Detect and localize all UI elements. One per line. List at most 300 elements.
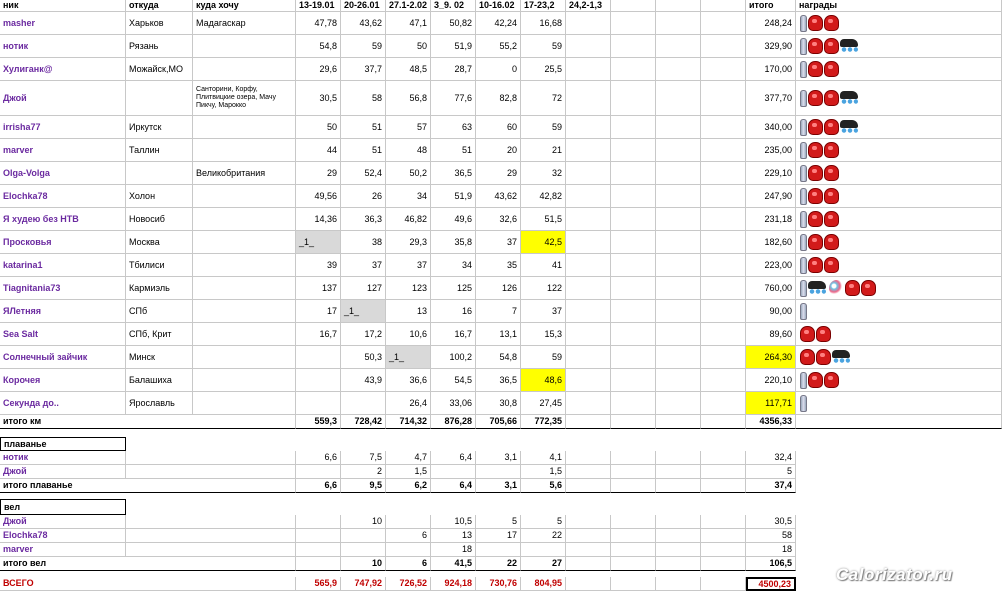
section-value[interactable]: 6 <box>386 529 431 543</box>
runner-nick[interactable]: Джой <box>0 81 126 116</box>
section-nick[interactable]: marver <box>0 543 126 557</box>
section-title[interactable]: вел <box>0 499 126 515</box>
week-value[interactable]: 16 <box>431 300 476 323</box>
week-value[interactable] <box>701 369 746 392</box>
week-value[interactable]: 50,3 <box>341 346 386 369</box>
total-km-grand[interactable]: 4356,33 <box>746 415 796 429</box>
week-value[interactable] <box>611 369 656 392</box>
runner-destination[interactable]: Великобритания <box>193 162 296 185</box>
week-value[interactable] <box>611 81 656 116</box>
runner-destination[interactable] <box>193 58 296 81</box>
section-sum-label[interactable]: итого вел <box>0 557 296 571</box>
week-value[interactable]: 33,06 <box>431 392 476 415</box>
runner-from[interactable]: Иркутск <box>126 116 193 139</box>
week-value[interactable] <box>701 162 746 185</box>
week-value[interactable] <box>701 208 746 231</box>
week-value[interactable]: 42,5 <box>521 231 566 254</box>
week-value[interactable]: 43,9 <box>341 369 386 392</box>
week-value[interactable]: 27,45 <box>521 392 566 415</box>
week-value[interactable] <box>701 139 746 162</box>
section-row-total[interactable]: 5 <box>746 465 796 479</box>
header-from[interactable]: откуда <box>126 0 193 12</box>
blank[interactable] <box>126 451 296 465</box>
week-value[interactable] <box>656 323 701 346</box>
grand-total-label[interactable]: ВСЕГО <box>0 577 296 591</box>
total-km-value[interactable] <box>611 415 656 429</box>
week-value[interactable]: 15,3 <box>521 323 566 346</box>
section-value[interactable] <box>431 465 476 479</box>
week-value[interactable]: 48 <box>386 139 431 162</box>
week-value[interactable]: 14,36 <box>296 208 341 231</box>
section-sum-value[interactable]: 9,5 <box>341 479 386 493</box>
week-value[interactable] <box>701 81 746 116</box>
runner-destination[interactable] <box>193 277 296 300</box>
week-value[interactable]: 32,6 <box>476 208 521 231</box>
week-value[interactable] <box>566 139 611 162</box>
total-km-value[interactable] <box>566 415 611 429</box>
week-value[interactable]: 51,5 <box>521 208 566 231</box>
week-value[interactable]: 44 <box>296 139 341 162</box>
week-value[interactable] <box>611 208 656 231</box>
grand-total-value[interactable]: 726,52 <box>386 577 431 591</box>
week-value[interactable]: 26,4 <box>386 392 431 415</box>
week-value[interactable]: 26 <box>341 185 386 208</box>
runner-total[interactable]: 377,70 <box>746 81 796 116</box>
week-value[interactable] <box>656 392 701 415</box>
blank[interactable] <box>126 543 296 557</box>
week-value[interactable]: 47,1 <box>386 12 431 35</box>
week-value[interactable]: 13 <box>386 300 431 323</box>
section-value[interactable] <box>386 515 431 529</box>
runner-destination[interactable] <box>193 392 296 415</box>
section-value[interactable] <box>566 543 611 557</box>
week-value[interactable]: 100,2 <box>431 346 476 369</box>
week-value[interactable] <box>701 277 746 300</box>
week-value[interactable]: 137 <box>296 277 341 300</box>
week-value[interactable]: 35,8 <box>431 231 476 254</box>
runner-nick[interactable]: katarina1 <box>0 254 126 277</box>
week-value[interactable] <box>656 208 701 231</box>
week-value[interactable]: 49,56 <box>296 185 341 208</box>
week-value[interactable]: _1_ <box>341 300 386 323</box>
runner-total[interactable]: 220,10 <box>746 369 796 392</box>
week-value[interactable]: 30,8 <box>476 392 521 415</box>
section-value[interactable]: 5 <box>521 515 566 529</box>
week-value[interactable] <box>656 369 701 392</box>
week-value[interactable] <box>701 346 746 369</box>
week-value[interactable] <box>566 35 611 58</box>
week-value[interactable]: 58 <box>341 81 386 116</box>
runner-destination[interactable] <box>193 300 296 323</box>
runner-nick[interactable]: Sea Salt <box>0 323 126 346</box>
section-value[interactable]: 3,1 <box>476 451 521 465</box>
grand-total-value[interactable] <box>566 577 611 591</box>
week-value[interactable] <box>656 162 701 185</box>
week-value[interactable]: 54,5 <box>431 369 476 392</box>
week-value[interactable]: 35 <box>476 254 521 277</box>
week-value[interactable]: 37 <box>341 254 386 277</box>
runner-total[interactable]: 247,90 <box>746 185 796 208</box>
runner-from[interactable]: Кармиэль <box>126 277 193 300</box>
week-value[interactable]: 48,6 <box>521 369 566 392</box>
runner-nick[interactable]: Просковья <box>0 231 126 254</box>
runner-nick[interactable]: marver <box>0 139 126 162</box>
runner-destination[interactable]: Санторини, Корфу, Плитвицкие озера, Мачу Пикчу, Марокко <box>193 81 296 116</box>
section-value[interactable]: 13 <box>431 529 476 543</box>
grand-total-sum[interactable]: 4500,23 <box>746 577 796 591</box>
week-value[interactable]: 32 <box>521 162 566 185</box>
section-value[interactable] <box>656 529 701 543</box>
section-value[interactable]: 10,5 <box>431 515 476 529</box>
section-row-total[interactable]: 32,4 <box>746 451 796 465</box>
section-value[interactable]: 1,5 <box>521 465 566 479</box>
total-km-value[interactable]: 728,42 <box>341 415 386 429</box>
week-value[interactable]: 42,24 <box>476 12 521 35</box>
week-value[interactable]: 43,62 <box>341 12 386 35</box>
week-value[interactable] <box>566 369 611 392</box>
week-value[interactable] <box>566 208 611 231</box>
section-sum-total[interactable]: 37,4 <box>746 479 796 493</box>
runner-nick[interactable]: Хулиганк@ <box>0 58 126 81</box>
week-value[interactable]: _1_ <box>386 346 431 369</box>
runner-total[interactable]: 760,00 <box>746 277 796 300</box>
runner-total[interactable]: 229,10 <box>746 162 796 185</box>
runner-from[interactable]: Тбилиси <box>126 254 193 277</box>
total-km-label[interactable]: итого км <box>0 415 296 429</box>
week-value[interactable]: 51,9 <box>431 35 476 58</box>
week-value[interactable] <box>611 392 656 415</box>
runner-from[interactable]: Можайск,МО <box>126 58 193 81</box>
runner-from[interactable]: Ярославль <box>126 392 193 415</box>
week-value[interactable] <box>566 231 611 254</box>
week-value[interactable]: 125 <box>431 277 476 300</box>
week-value[interactable]: 51 <box>341 139 386 162</box>
runner-total[interactable]: 235,00 <box>746 139 796 162</box>
week-value[interactable] <box>611 12 656 35</box>
runner-from[interactable]: СПб, Крит <box>126 323 193 346</box>
week-value[interactable]: 43,62 <box>476 185 521 208</box>
header-week[interactable] <box>701 0 746 12</box>
total-km-value[interactable]: 705,66 <box>476 415 521 429</box>
week-value[interactable] <box>701 300 746 323</box>
week-value[interactable]: 59 <box>521 35 566 58</box>
week-value[interactable] <box>656 81 701 116</box>
week-value[interactable] <box>296 369 341 392</box>
section-row-total[interactable]: 58 <box>746 529 796 543</box>
runner-nick[interactable]: нотик <box>0 35 126 58</box>
week-value[interactable] <box>566 58 611 81</box>
section-sum-value[interactable] <box>611 479 656 493</box>
week-value[interactable] <box>566 81 611 116</box>
section-sum-total[interactable]: 106,5 <box>746 557 796 571</box>
section-value[interactable] <box>296 529 341 543</box>
week-value[interactable]: 34 <box>431 254 476 277</box>
header-week[interactable]: 17-23,2 <box>521 0 566 12</box>
runner-from[interactable]: Рязань <box>126 35 193 58</box>
week-value[interactable] <box>611 58 656 81</box>
runner-destination[interactable] <box>193 35 296 58</box>
total-km-value[interactable]: 772,35 <box>521 415 566 429</box>
week-value[interactable]: 77,6 <box>431 81 476 116</box>
week-value[interactable]: 37,7 <box>341 58 386 81</box>
section-value[interactable]: 6,4 <box>431 451 476 465</box>
grand-total-value[interactable]: 730,76 <box>476 577 521 591</box>
week-value[interactable]: 13,1 <box>476 323 521 346</box>
blank[interactable] <box>126 529 296 543</box>
header-week[interactable] <box>656 0 701 12</box>
section-sum-label[interactable]: итого плаванье <box>0 479 296 493</box>
week-value[interactable]: 29 <box>296 162 341 185</box>
week-value[interactable]: 28,7 <box>431 58 476 81</box>
grand-total-value[interactable] <box>701 577 746 591</box>
week-value[interactable] <box>566 392 611 415</box>
section-sum-value[interactable] <box>701 479 746 493</box>
week-value[interactable]: 57 <box>386 116 431 139</box>
section-value[interactable]: 7,5 <box>341 451 386 465</box>
week-value[interactable]: 122 <box>521 277 566 300</box>
week-value[interactable]: 7 <box>476 300 521 323</box>
week-value[interactable]: 50 <box>386 35 431 58</box>
runner-total[interactable]: 117,71 <box>746 392 796 415</box>
runner-nick[interactable]: Tiagnitania73 <box>0 277 126 300</box>
week-value[interactable] <box>656 116 701 139</box>
section-value[interactable]: 6,6 <box>296 451 341 465</box>
runner-nick[interactable]: masher <box>0 12 126 35</box>
week-value[interactable] <box>611 35 656 58</box>
section-value[interactable] <box>476 543 521 557</box>
week-value[interactable] <box>566 254 611 277</box>
section-value[interactable]: 5 <box>476 515 521 529</box>
week-value[interactable] <box>701 185 746 208</box>
section-value[interactable] <box>611 543 656 557</box>
runner-from[interactable] <box>126 81 193 116</box>
week-value[interactable] <box>566 162 611 185</box>
total-km-value[interactable] <box>701 415 746 429</box>
section-value[interactable] <box>701 515 746 529</box>
runner-from[interactable]: Харьков <box>126 12 193 35</box>
runner-destination[interactable] <box>193 369 296 392</box>
week-value[interactable] <box>566 346 611 369</box>
section-row-total[interactable]: 30,5 <box>746 515 796 529</box>
week-value[interactable]: 16,68 <box>521 12 566 35</box>
section-value[interactable]: 18 <box>431 543 476 557</box>
week-value[interactable]: 10,6 <box>386 323 431 346</box>
week-value[interactable] <box>611 323 656 346</box>
week-value[interactable]: 82,8 <box>476 81 521 116</box>
week-value[interactable] <box>656 139 701 162</box>
section-value[interactable] <box>701 465 746 479</box>
week-value[interactable]: 38 <box>341 231 386 254</box>
week-value[interactable]: 36,5 <box>431 162 476 185</box>
runner-nick[interactable]: Olga-Volga <box>0 162 126 185</box>
header-week[interactable]: 27.1-2.02 <box>386 0 431 12</box>
week-value[interactable]: 36,6 <box>386 369 431 392</box>
runner-destination[interactable] <box>193 139 296 162</box>
section-value[interactable] <box>341 543 386 557</box>
week-value[interactable]: 16,7 <box>296 323 341 346</box>
section-sum-value[interactable]: 22 <box>476 557 521 571</box>
section-value[interactable]: 10 <box>341 515 386 529</box>
week-value[interactable]: 126 <box>476 277 521 300</box>
week-value[interactable]: 63 <box>431 116 476 139</box>
week-value[interactable]: 41 <box>521 254 566 277</box>
week-value[interactable] <box>611 346 656 369</box>
section-value[interactable] <box>566 451 611 465</box>
section-sum-value[interactable] <box>566 557 611 571</box>
week-value[interactable]: 17 <box>296 300 341 323</box>
week-value[interactable] <box>611 254 656 277</box>
week-value[interactable] <box>611 162 656 185</box>
section-value[interactable] <box>566 529 611 543</box>
week-value[interactable]: 37 <box>386 254 431 277</box>
week-value[interactable]: 29 <box>476 162 521 185</box>
week-value[interactable] <box>566 300 611 323</box>
header-to[interactable]: куда хочу <box>193 0 296 12</box>
week-value[interactable]: 52,4 <box>341 162 386 185</box>
week-value[interactable] <box>701 231 746 254</box>
week-value[interactable] <box>656 300 701 323</box>
week-value[interactable]: 36,5 <box>476 369 521 392</box>
week-value[interactable]: 50 <box>296 116 341 139</box>
header-week[interactable]: 20-26.01 <box>341 0 386 12</box>
week-value[interactable]: 72 <box>521 81 566 116</box>
week-value[interactable] <box>656 277 701 300</box>
section-sum-value[interactable]: 6,2 <box>386 479 431 493</box>
week-value[interactable] <box>611 139 656 162</box>
section-value[interactable] <box>611 515 656 529</box>
section-nick[interactable]: Elochka78 <box>0 529 126 543</box>
week-value[interactable] <box>341 392 386 415</box>
week-value[interactable] <box>701 58 746 81</box>
runner-destination[interactable] <box>193 185 296 208</box>
week-value[interactable] <box>701 35 746 58</box>
week-value[interactable]: 30,5 <box>296 81 341 116</box>
section-nick[interactable]: Джой <box>0 465 126 479</box>
week-value[interactable]: 17,2 <box>341 323 386 346</box>
week-value[interactable] <box>611 277 656 300</box>
section-value[interactable] <box>296 465 341 479</box>
runner-from[interactable]: Балашиха <box>126 369 193 392</box>
section-sum-value[interactable]: 27 <box>521 557 566 571</box>
week-value[interactable]: 21 <box>521 139 566 162</box>
runner-total[interactable]: 329,90 <box>746 35 796 58</box>
week-value[interactable]: 25,5 <box>521 58 566 81</box>
section-nick[interactable]: нотик <box>0 451 126 465</box>
week-value[interactable]: 60 <box>476 116 521 139</box>
section-sum-value[interactable] <box>656 557 701 571</box>
week-value[interactable] <box>656 12 701 35</box>
section-value[interactable] <box>656 543 701 557</box>
week-value[interactable] <box>566 185 611 208</box>
section-value[interactable] <box>656 515 701 529</box>
runner-total[interactable]: 231,18 <box>746 208 796 231</box>
runner-from[interactable]: Холон <box>126 185 193 208</box>
section-sum-value[interactable]: 6,4 <box>431 479 476 493</box>
runner-from[interactable]: Новосиб <box>126 208 193 231</box>
week-value[interactable] <box>701 116 746 139</box>
runner-destination[interactable] <box>193 231 296 254</box>
week-value[interactable]: _1_ <box>296 231 341 254</box>
week-value[interactable] <box>656 346 701 369</box>
section-value[interactable]: 4,1 <box>521 451 566 465</box>
week-value[interactable]: 42,82 <box>521 185 566 208</box>
section-value[interactable] <box>611 465 656 479</box>
week-value[interactable] <box>701 323 746 346</box>
week-value[interactable] <box>566 277 611 300</box>
week-value[interactable] <box>611 231 656 254</box>
total-km-value[interactable]: 559,3 <box>296 415 341 429</box>
week-value[interactable] <box>656 231 701 254</box>
section-value[interactable] <box>566 465 611 479</box>
section-sum-value[interactable] <box>296 557 341 571</box>
total-km-value[interactable]: 876,28 <box>431 415 476 429</box>
week-value[interactable] <box>611 116 656 139</box>
runner-total[interactable]: 182,60 <box>746 231 796 254</box>
runner-destination[interactable] <box>193 208 296 231</box>
section-value[interactable] <box>656 465 701 479</box>
week-value[interactable]: 51 <box>341 116 386 139</box>
runner-nick[interactable]: Elochka78 <box>0 185 126 208</box>
section-row-total[interactable]: 18 <box>746 543 796 557</box>
total-km-value[interactable] <box>656 415 701 429</box>
runner-destination[interactable] <box>193 346 296 369</box>
section-sum-value[interactable] <box>656 479 701 493</box>
week-value[interactable]: 56,8 <box>386 81 431 116</box>
section-sum-value[interactable]: 5,6 <box>521 479 566 493</box>
week-value[interactable]: 29,3 <box>386 231 431 254</box>
week-value[interactable] <box>656 185 701 208</box>
week-value[interactable]: 50,82 <box>431 12 476 35</box>
header-week[interactable]: 24,2-1,3 <box>566 0 611 12</box>
runner-destination[interactable] <box>193 254 296 277</box>
week-value[interactable]: 46,82 <box>386 208 431 231</box>
section-value[interactable] <box>701 451 746 465</box>
week-value[interactable] <box>566 323 611 346</box>
grand-total-value[interactable] <box>611 577 656 591</box>
week-value[interactable]: 51,9 <box>431 185 476 208</box>
grand-total-value[interactable]: 565,9 <box>296 577 341 591</box>
header-week[interactable]: 3_9. 02 <box>431 0 476 12</box>
runner-nick[interactable]: Корочея <box>0 369 126 392</box>
header-awards[interactable]: награды <box>796 0 1002 12</box>
week-value[interactable]: 20 <box>476 139 521 162</box>
header-week[interactable]: 10-16.02 <box>476 0 521 12</box>
section-sum-value[interactable]: 41,5 <box>431 557 476 571</box>
runner-total[interactable]: 248,24 <box>746 12 796 35</box>
week-value[interactable]: 36,3 <box>341 208 386 231</box>
week-value[interactable]: 47,78 <box>296 12 341 35</box>
week-value[interactable]: 50,2 <box>386 162 431 185</box>
grand-total-value[interactable]: 747,92 <box>341 577 386 591</box>
week-value[interactable]: 59 <box>521 346 566 369</box>
runner-from[interactable]: Москва <box>126 231 193 254</box>
section-value[interactable] <box>656 451 701 465</box>
header-week[interactable] <box>611 0 656 12</box>
week-value[interactable]: 39 <box>296 254 341 277</box>
section-value[interactable] <box>611 529 656 543</box>
section-sum-value[interactable]: 10 <box>341 557 386 571</box>
week-value[interactable] <box>701 392 746 415</box>
runner-total[interactable]: 89,60 <box>746 323 796 346</box>
section-value[interactable]: 22 <box>521 529 566 543</box>
week-value[interactable]: 37 <box>476 231 521 254</box>
week-value[interactable]: 34 <box>386 185 431 208</box>
section-value[interactable] <box>701 529 746 543</box>
week-value[interactable] <box>701 12 746 35</box>
section-value[interactable] <box>566 515 611 529</box>
header-week[interactable]: 13-19.01 <box>296 0 341 12</box>
section-value[interactable] <box>611 451 656 465</box>
